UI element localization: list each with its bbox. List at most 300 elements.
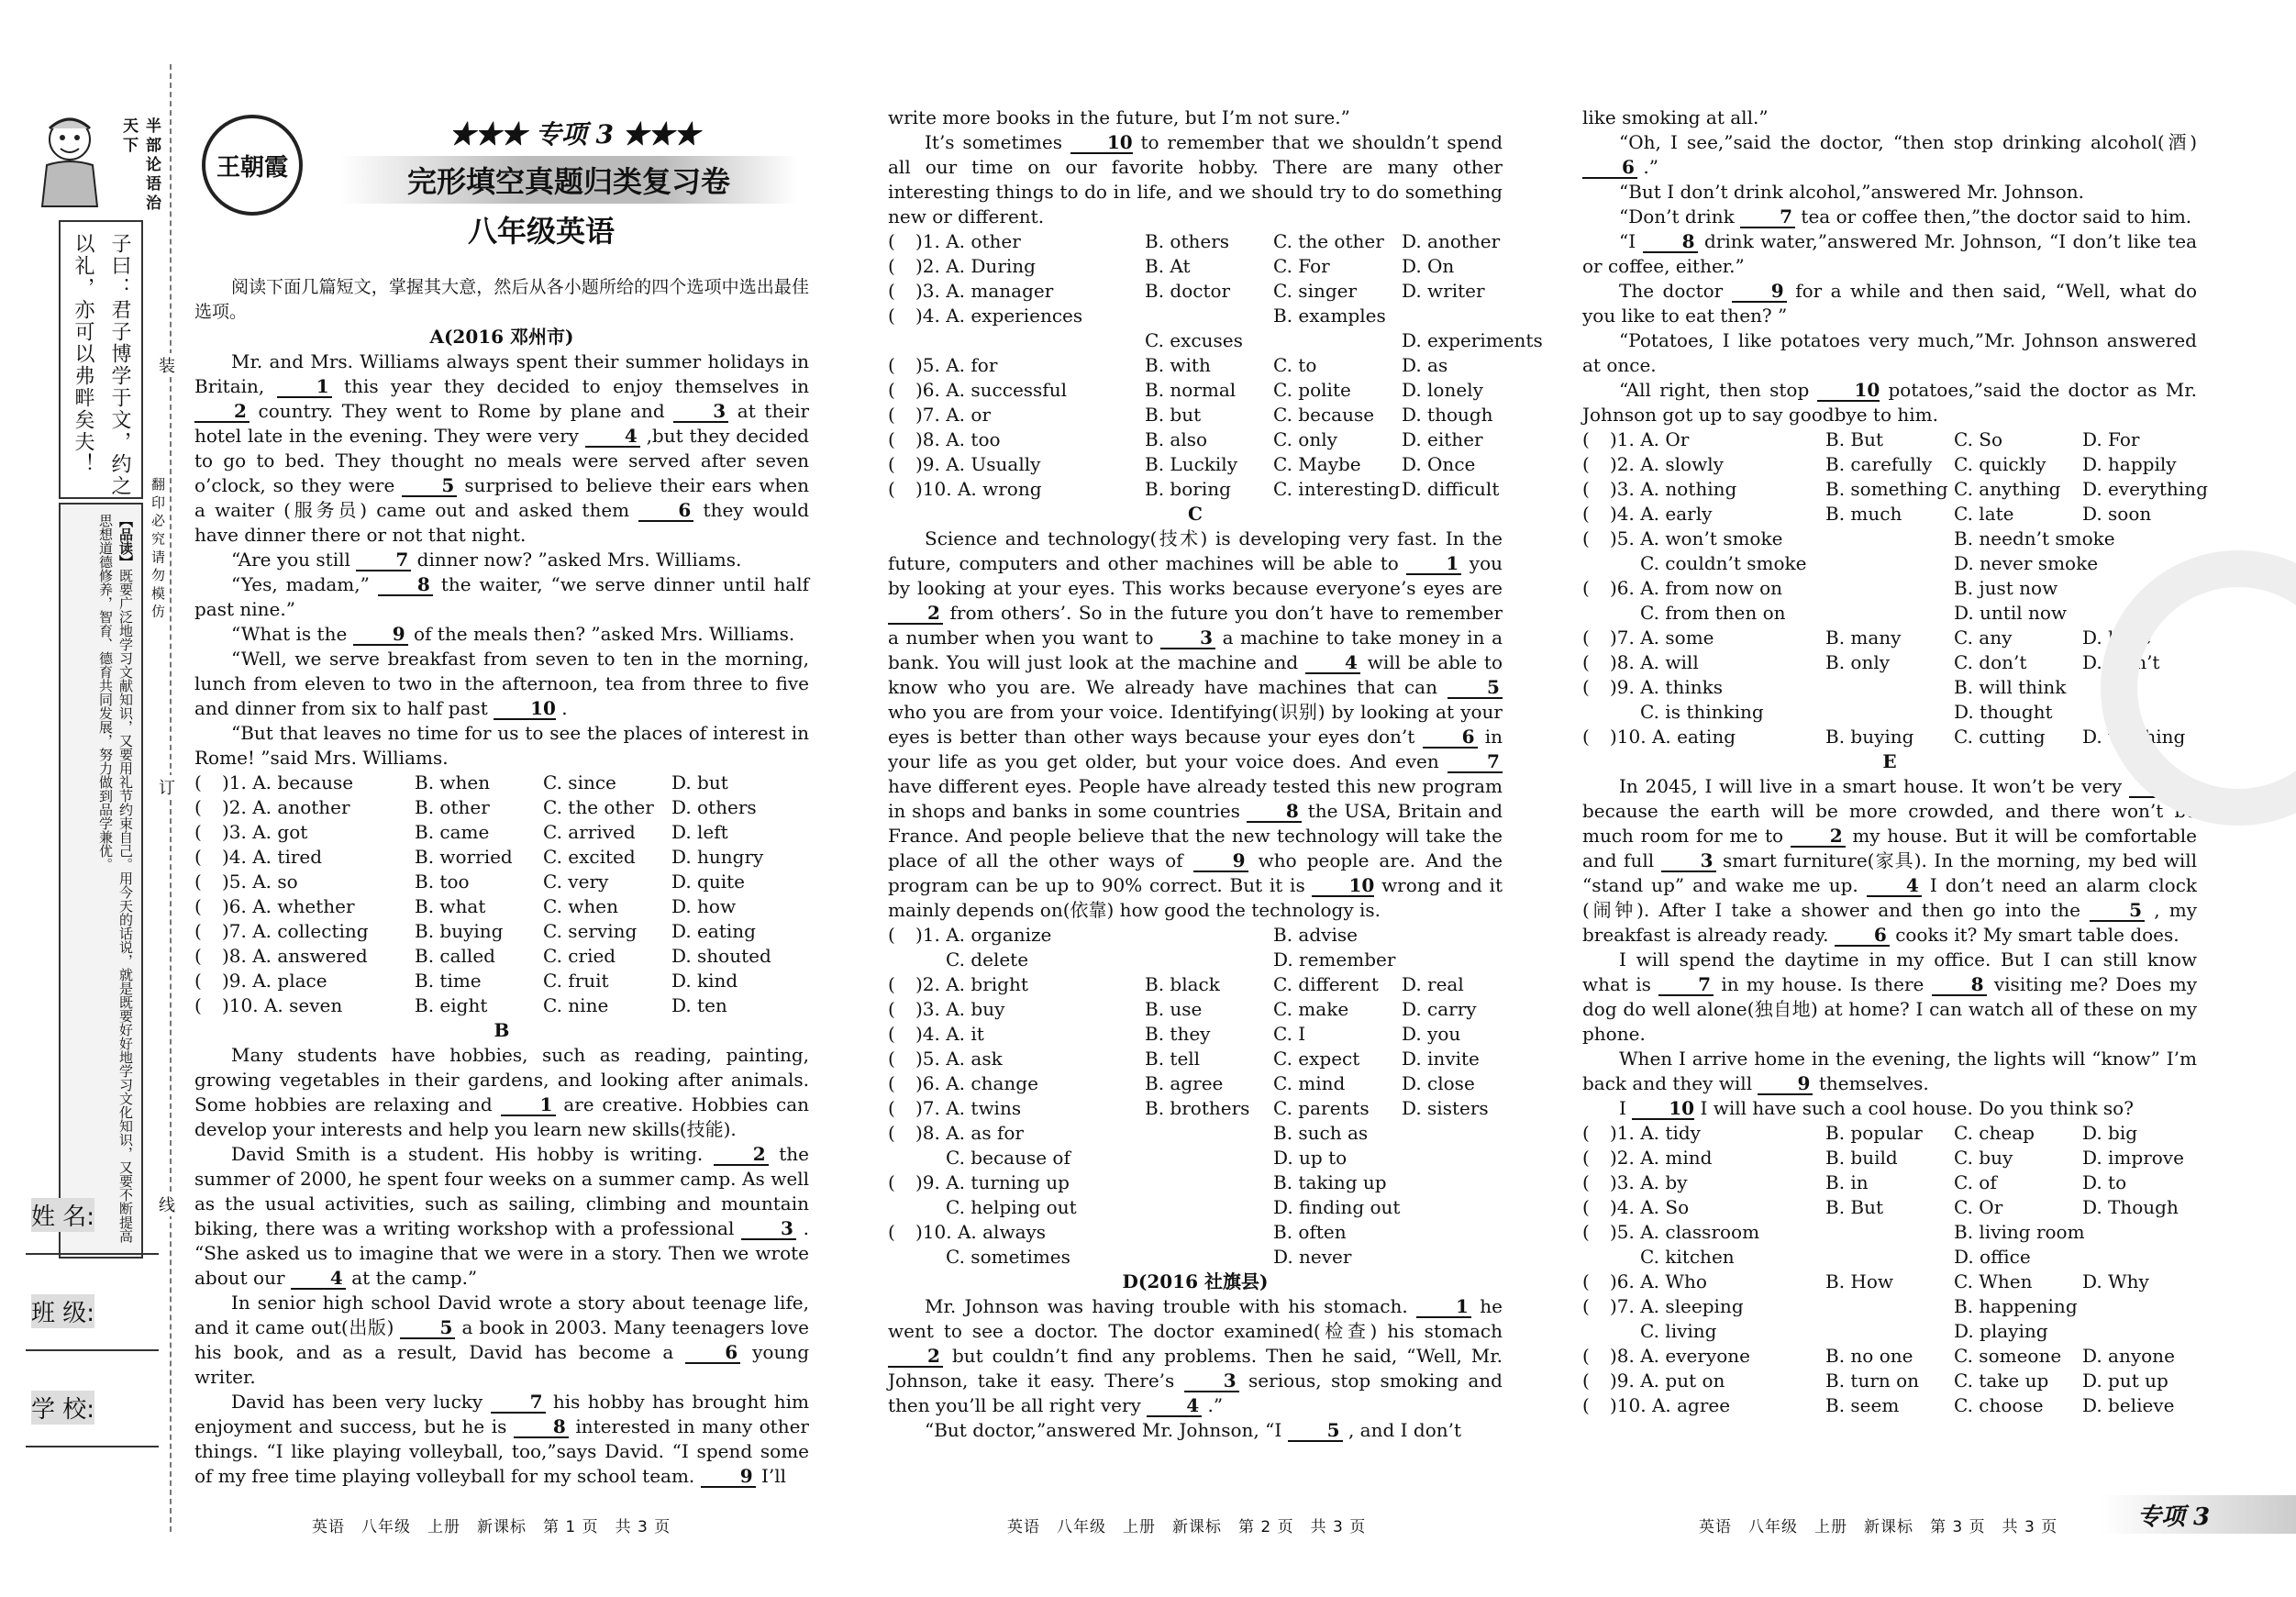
option-choice[interactable]: D. never smoke bbox=[1954, 552, 2099, 574]
option-choice[interactable]: )6. A. successful bbox=[915, 379, 1067, 401]
option-choice[interactable]: C. because bbox=[1273, 404, 1375, 426]
option-choice[interactable]: B. they bbox=[1145, 1023, 1211, 1045]
option-row[interactable] bbox=[1582, 527, 2197, 551]
option-choice[interactable]: C. singer bbox=[1273, 280, 1358, 302]
option-choice[interactable]: C. buy bbox=[1954, 1147, 2013, 1169]
option-row[interactable] bbox=[888, 1047, 1503, 1071]
option-choice[interactable]: D. difficult bbox=[1402, 478, 1500, 500]
option-choice[interactable]: )5. A. won’t smoke bbox=[1610, 527, 1783, 549]
option-choice[interactable]: B. will think bbox=[1954, 676, 2067, 698]
option-row[interactable] bbox=[1582, 427, 2197, 452]
option-choice[interactable]: B. time bbox=[415, 970, 482, 992]
option-choice[interactable]: B. too bbox=[415, 871, 470, 893]
option-choice[interactable]: )8. A. answered bbox=[222, 945, 368, 967]
answer-blank[interactable]: 7 bbox=[1447, 751, 1503, 773]
option-choice[interactable]: )5. A. classroom bbox=[1610, 1221, 1760, 1243]
option-choice[interactable]: D. anyone bbox=[2082, 1345, 2175, 1367]
answer-blank[interactable]: 3 bbox=[741, 1218, 796, 1240]
option-choice[interactable]: D. never bbox=[1273, 1246, 1352, 1268]
option-choice[interactable]: )6. A. change bbox=[915, 1072, 1038, 1094]
answer-blank[interactable]: 6 bbox=[1423, 726, 1478, 749]
option-choice[interactable]: )2. A. bright bbox=[915, 973, 1028, 995]
option-choice[interactable]: D. put up bbox=[2082, 1370, 2168, 1392]
option-row[interactable] bbox=[888, 948, 1503, 972]
option-choice[interactable]: D. until now bbox=[1954, 602, 2068, 624]
answer-blank[interactable]: 3 bbox=[673, 401, 728, 423]
option-choice[interactable]: C. choose bbox=[1954, 1394, 2044, 1416]
answer-blank[interactable]: 2 bbox=[714, 1144, 769, 1166]
option-choice[interactable]: C. take up bbox=[1954, 1370, 2049, 1392]
answer-blank[interactable]: 1 bbox=[1406, 553, 1461, 575]
option-choice[interactable]: )8. A. will bbox=[1610, 651, 1699, 673]
option-choice[interactable]: C. nine bbox=[543, 994, 609, 1016]
answer-blank[interactable]: 4 bbox=[585, 426, 640, 448]
option-choice[interactable]: C. couldn’t smoke bbox=[1640, 552, 1807, 574]
option-choice[interactable]: D. On bbox=[1402, 255, 1455, 277]
option-choice[interactable]: C. mind bbox=[1273, 1072, 1346, 1094]
option-choice[interactable]: )1. A. organize bbox=[915, 924, 1052, 946]
answer-blank[interactable]: 5 bbox=[400, 1317, 455, 1339]
option-choice[interactable]: C. of bbox=[1954, 1171, 1997, 1193]
option-choice[interactable]: C. the other bbox=[1273, 230, 1384, 252]
option-row[interactable] bbox=[888, 1245, 1503, 1270]
option-row[interactable] bbox=[1582, 1195, 2197, 1220]
option-choice[interactable]: )8. A. as for bbox=[915, 1122, 1024, 1144]
option-choice[interactable]: C. kitchen bbox=[1640, 1246, 1735, 1268]
option-choice[interactable]: D. happily bbox=[2082, 453, 2177, 475]
option-row[interactable] bbox=[888, 1096, 1503, 1121]
option-choice[interactable]: C. excuses bbox=[1145, 329, 1243, 351]
answer-blank[interactable]: 7 bbox=[356, 549, 411, 571]
option-row[interactable] bbox=[194, 894, 809, 919]
answer-blank[interactable]: 6 bbox=[638, 500, 693, 522]
answer-blank[interactable]: 6 bbox=[685, 1342, 740, 1364]
option-choice[interactable]: D. writer bbox=[1402, 280, 1485, 302]
option-choice[interactable]: D. close bbox=[1402, 1072, 1475, 1094]
option-choice[interactable]: B. worried bbox=[415, 846, 513, 868]
option-row[interactable] bbox=[888, 328, 1543, 353]
option-choice[interactable]: B. But bbox=[1825, 428, 1884, 450]
answer-blank[interactable]: 2 bbox=[888, 1346, 943, 1368]
option-choice[interactable]: )1. A. Or bbox=[1610, 428, 1690, 450]
option-choice[interactable]: )1. A. other bbox=[915, 230, 1021, 252]
option-row[interactable] bbox=[1582, 551, 2197, 576]
option-choice[interactable]: )10. A. seven bbox=[222, 994, 343, 1016]
option-choice[interactable]: C. living bbox=[1640, 1320, 1717, 1342]
option-row[interactable] bbox=[1582, 1369, 2197, 1393]
option-choice[interactable]: )3. A. by bbox=[1610, 1171, 1688, 1193]
option-row[interactable] bbox=[888, 1195, 1503, 1220]
option-choice[interactable]: B. At bbox=[1145, 255, 1191, 277]
option-choice[interactable]: C. make bbox=[1273, 998, 1349, 1020]
option-choice[interactable]: )6. A. from now on bbox=[1610, 577, 1783, 599]
option-choice[interactable]: )8. A. too bbox=[915, 428, 1001, 450]
option-row[interactable] bbox=[888, 452, 1503, 477]
option-choice[interactable]: )10. A. wrong bbox=[915, 478, 1042, 500]
answer-blank[interactable]: 4 bbox=[1867, 875, 1922, 897]
option-choice[interactable]: D. quite bbox=[671, 871, 745, 893]
option-choice[interactable]: C. very bbox=[543, 871, 609, 893]
option-choice[interactable]: C. expect bbox=[1273, 1048, 1360, 1070]
option-choice[interactable]: B. build bbox=[1825, 1147, 1898, 1169]
answer-blank[interactable]: 5 bbox=[1288, 1420, 1343, 1442]
option-choice[interactable]: B. happening bbox=[1954, 1295, 2078, 1317]
option-choice[interactable]: C. delete bbox=[946, 948, 1029, 970]
option-choice[interactable]: C. fruit bbox=[543, 970, 609, 992]
option-choice[interactable]: B. buying bbox=[415, 920, 504, 942]
option-choice[interactable]: B. popular bbox=[1825, 1122, 1923, 1144]
answer-blank[interactable]: 10 bbox=[1070, 132, 1133, 154]
option-choice[interactable]: B. How bbox=[1825, 1270, 1894, 1292]
option-choice[interactable]: )6. A. Who bbox=[1610, 1270, 1707, 1292]
option-choice[interactable]: C. cutting bbox=[1954, 726, 2046, 748]
option-row[interactable] bbox=[888, 1170, 1503, 1195]
option-choice[interactable]: B. but bbox=[1145, 404, 1202, 426]
option-row[interactable] bbox=[194, 969, 809, 993]
option-row[interactable] bbox=[888, 254, 1503, 279]
option-choice[interactable]: D. little bbox=[2082, 627, 2152, 649]
option-choice[interactable]: B. came bbox=[415, 821, 490, 843]
option-choice[interactable]: C. don’t bbox=[1954, 651, 2027, 673]
option-row[interactable] bbox=[888, 403, 1503, 427]
option-row[interactable] bbox=[1582, 626, 2197, 650]
option-row[interactable] bbox=[194, 944, 809, 969]
answer-blank[interactable]: 10 bbox=[1632, 1098, 1694, 1120]
option-choice[interactable]: B. normal bbox=[1145, 379, 1237, 401]
option-choice[interactable]: D. either bbox=[1402, 428, 1483, 450]
option-choice[interactable]: B. brothers bbox=[1145, 1097, 1250, 1119]
option-choice[interactable]: )9. A. thinks bbox=[1610, 676, 1723, 698]
option-choice[interactable]: D. up to bbox=[1273, 1147, 1348, 1169]
option-choice[interactable]: C. parents bbox=[1273, 1097, 1370, 1119]
option-choice[interactable]: C. interesting bbox=[1273, 478, 1401, 500]
option-choice[interactable]: C. since bbox=[543, 771, 616, 793]
option-choice[interactable]: D. big bbox=[2082, 1122, 2138, 1144]
option-choice[interactable]: )1. A. because bbox=[222, 771, 354, 793]
option-choice[interactable]: C. So bbox=[1954, 428, 2003, 450]
option-row[interactable] bbox=[194, 870, 809, 894]
option-choice[interactable] bbox=[1273, 328, 1402, 353]
option-row[interactable] bbox=[194, 845, 809, 870]
option-choice[interactable]: C. arrived bbox=[543, 821, 636, 843]
option-choice[interactable]: B. Luckily bbox=[1145, 453, 1237, 475]
answer-blank[interactable]: 8 bbox=[1247, 801, 1302, 823]
option-row[interactable] bbox=[1582, 601, 2197, 626]
option-choice[interactable]: )10. A. eating bbox=[1610, 726, 1736, 748]
option-choice[interactable]: D. Why bbox=[2082, 1270, 2149, 1292]
option-choice[interactable]: )7. A. sleeping bbox=[1610, 1295, 1744, 1317]
name-field[interactable] bbox=[26, 1192, 159, 1257]
option-choice[interactable]: C. When bbox=[1954, 1270, 2033, 1292]
class-field[interactable] bbox=[26, 1289, 159, 1353]
option-choice[interactable]: )4. A. experiences bbox=[915, 305, 1083, 327]
option-row[interactable] bbox=[888, 997, 1503, 1022]
option-choice[interactable] bbox=[1145, 304, 1273, 328]
option-row[interactable] bbox=[888, 1022, 1503, 1047]
option-choice[interactable]: )4. A. tired bbox=[222, 846, 323, 868]
option-choice[interactable]: )7. A. some bbox=[1610, 627, 1714, 649]
option-row[interactable] bbox=[1582, 1146, 2197, 1170]
option-choice[interactable]: )5. A. ask bbox=[915, 1048, 1003, 1070]
option-choice[interactable]: D. others bbox=[671, 796, 757, 818]
option-row[interactable] bbox=[1582, 477, 2208, 502]
option-choice[interactable]: D. For bbox=[2082, 428, 2140, 450]
option-choice[interactable]: B. living room bbox=[1954, 1221, 2085, 1243]
option-choice[interactable]: B. examples bbox=[1273, 305, 1386, 327]
option-choice[interactable]: C. cheap bbox=[1954, 1122, 2035, 1144]
option-row[interactable] bbox=[888, 1121, 1503, 1146]
option-choice[interactable]: C. only bbox=[1273, 428, 1337, 450]
answer-blank[interactable]: 8 bbox=[1932, 974, 1987, 996]
option-choice[interactable]: C. helping out bbox=[946, 1196, 1077, 1218]
option-row[interactable] bbox=[888, 229, 1503, 254]
option-choice[interactable]: )10. A. always bbox=[915, 1221, 1047, 1243]
option-row[interactable] bbox=[888, 923, 1503, 948]
option-choice[interactable]: C. when bbox=[543, 895, 619, 917]
option-choice[interactable] bbox=[915, 328, 1145, 353]
option-choice[interactable]: D. everything bbox=[2082, 478, 2208, 500]
option-row[interactable] bbox=[194, 771, 809, 795]
option-choice[interactable]: D. real bbox=[1402, 973, 1464, 995]
option-choice[interactable]: D. hungry bbox=[671, 846, 764, 868]
option-choice[interactable]: D. kind bbox=[671, 970, 738, 992]
option-choice[interactable] bbox=[1402, 304, 1503, 328]
option-choice[interactable]: B. many bbox=[1825, 627, 1902, 649]
option-choice[interactable]: )2. A. During bbox=[915, 255, 1036, 277]
option-row[interactable] bbox=[194, 820, 809, 845]
option-choice[interactable]: D. Once bbox=[1402, 453, 1476, 475]
answer-blank[interactable]: 7 bbox=[1740, 206, 1795, 228]
option-choice[interactable]: D. believe bbox=[2082, 1394, 2175, 1416]
answer-blank[interactable]: 2 bbox=[1791, 826, 1846, 848]
option-choice[interactable]: C. to bbox=[1273, 354, 1317, 376]
option-choice[interactable]: )10. A. agree bbox=[1610, 1394, 1731, 1416]
option-choice[interactable]: B. also bbox=[1145, 428, 1208, 450]
option-choice[interactable]: B. such as bbox=[1273, 1122, 1369, 1144]
answer-blank[interactable]: 6 bbox=[1582, 157, 1637, 179]
option-choice[interactable]: B. doctor bbox=[1145, 280, 1231, 302]
option-choice[interactable]: D. experiments bbox=[1402, 329, 1543, 351]
answer-blank[interactable]: 10 bbox=[1817, 380, 1880, 402]
option-choice[interactable]: )4. A. it bbox=[915, 1023, 984, 1045]
option-choice[interactable]: D. remember bbox=[1273, 948, 1396, 970]
answer-blank[interactable]: 1 bbox=[277, 376, 332, 398]
option-row[interactable] bbox=[194, 993, 809, 1018]
option-choice[interactable]: D. Though bbox=[2082, 1196, 2179, 1218]
option-choice[interactable]: )5. A. so bbox=[222, 871, 298, 893]
option-choice[interactable]: )7. A. or bbox=[915, 404, 992, 426]
option-row[interactable] bbox=[194, 795, 809, 820]
answer-blank[interactable]: 9 bbox=[1193, 850, 1248, 872]
option-choice[interactable]: B. advise bbox=[1273, 924, 1358, 946]
option-choice[interactable]: C. the other bbox=[543, 796, 654, 818]
answer-blank[interactable]: 2 bbox=[888, 603, 943, 625]
option-row[interactable] bbox=[888, 1071, 1503, 1096]
option-choice[interactable]: B. called bbox=[415, 945, 495, 967]
option-choice[interactable]: C. I bbox=[1273, 1023, 1306, 1045]
option-row[interactable] bbox=[1582, 1121, 2197, 1146]
option-row[interactable] bbox=[888, 378, 1503, 403]
option-choice[interactable]: )3. A. nothing bbox=[1610, 478, 1737, 500]
answer-blank[interactable]: 9 bbox=[1732, 281, 1787, 303]
option-choice[interactable]: D. thought bbox=[1954, 701, 2053, 723]
answer-blank[interactable]: 8 bbox=[378, 574, 433, 596]
option-choice[interactable]: D. though bbox=[1402, 404, 1493, 426]
option-choice[interactable]: C. is thinking bbox=[1640, 701, 1764, 723]
option-row[interactable] bbox=[1582, 1270, 2197, 1294]
option-choice[interactable]: B. no one bbox=[1825, 1345, 1913, 1367]
answer-blank[interactable]: 9 bbox=[701, 1466, 756, 1488]
option-choice[interactable]: C. Maybe bbox=[1273, 453, 1361, 475]
answer-blank[interactable]: 3 bbox=[1184, 1370, 1239, 1392]
option-choice[interactable]: C. someone bbox=[1954, 1345, 2062, 1367]
option-choice[interactable]: C. serving bbox=[543, 920, 638, 942]
option-row[interactable] bbox=[1582, 1220, 2197, 1245]
option-choice[interactable]: C. Or bbox=[1954, 1196, 2003, 1218]
answer-blank[interactable]: 4 bbox=[1147, 1395, 1202, 1417]
option-choice[interactable]: )3. A. got bbox=[222, 821, 308, 843]
option-choice[interactable]: )3. A. manager bbox=[915, 280, 1054, 302]
answer-blank[interactable]: 7 bbox=[1658, 974, 1714, 996]
answer-blank[interactable]: 4 bbox=[291, 1268, 346, 1290]
option-choice[interactable]: B. what bbox=[415, 895, 486, 917]
option-row[interactable] bbox=[1582, 1344, 2197, 1369]
answer-blank[interactable]: 8 bbox=[514, 1416, 569, 1438]
option-choice[interactable]: B. other bbox=[415, 796, 490, 818]
option-choice[interactable]: D. lonely bbox=[1402, 379, 1483, 401]
option-row[interactable] bbox=[1582, 452, 2197, 477]
option-row[interactable] bbox=[1582, 502, 2197, 527]
option-choice[interactable]: )6. A. whether bbox=[222, 895, 355, 917]
option-choice[interactable]: D. eating bbox=[671, 920, 756, 942]
option-choice[interactable]: C. late bbox=[1954, 503, 2014, 525]
option-choice[interactable]: C. For bbox=[1273, 255, 1330, 277]
option-row[interactable] bbox=[1582, 576, 2197, 601]
answer-blank[interactable]: 6 bbox=[1835, 925, 1890, 947]
option-choice[interactable]: B. turn on bbox=[1825, 1370, 1920, 1392]
option-choice[interactable]: )1. A. tidy bbox=[1610, 1122, 1701, 1144]
option-choice[interactable]: )2. A. mind bbox=[1610, 1147, 1713, 1169]
option-choice[interactable]: )4. A. early bbox=[1610, 503, 1713, 525]
option-choice[interactable]: )8. A. everyone bbox=[1610, 1345, 1750, 1367]
option-choice[interactable]: D. finding out bbox=[1273, 1196, 1401, 1218]
option-choice[interactable]: )5. A. for bbox=[915, 354, 998, 376]
option-choice[interactable]: D. playing bbox=[1954, 1320, 2048, 1342]
option-choice[interactable]: B. just now bbox=[1954, 577, 2058, 599]
option-choice[interactable]: D. sisters bbox=[1402, 1097, 1489, 1119]
option-choice[interactable]: C. any bbox=[1954, 627, 2013, 649]
option-choice[interactable]: D. office bbox=[1954, 1246, 2031, 1268]
option-choice[interactable]: B. tell bbox=[1145, 1048, 1201, 1070]
option-choice[interactable]: B. something bbox=[1825, 478, 1948, 500]
option-choice[interactable]: B. in bbox=[1825, 1171, 1869, 1193]
option-choice[interactable]: D. another bbox=[1402, 230, 1501, 252]
answer-blank[interactable]: 1 bbox=[2129, 776, 2184, 798]
answer-blank[interactable]: 9 bbox=[1758, 1073, 1813, 1095]
answer-blank[interactable]: 8 bbox=[1643, 231, 1698, 253]
option-choice[interactable]: B. carefully bbox=[1825, 453, 1933, 475]
answer-blank[interactable]: 7 bbox=[491, 1392, 546, 1414]
option-choice[interactable]: )7. A. twins bbox=[915, 1097, 1022, 1119]
option-row[interactable] bbox=[1582, 1319, 2197, 1344]
option-choice[interactable]: )2. A. another bbox=[222, 796, 350, 818]
option-choice[interactable]: )7. A. collecting bbox=[222, 920, 369, 942]
option-choice[interactable]: )3. A. buy bbox=[915, 998, 1005, 1020]
option-choice[interactable]: B. black bbox=[1145, 973, 1220, 995]
option-choice[interactable]: B. use bbox=[1145, 998, 1203, 1020]
option-choice[interactable]: B. taking up bbox=[1273, 1171, 1387, 1193]
option-choice[interactable]: C. sometimes bbox=[946, 1246, 1070, 1268]
option-choice[interactable]: B. only bbox=[1825, 651, 1891, 673]
option-choice[interactable]: B. eight bbox=[415, 994, 488, 1016]
option-choice[interactable]: D. to bbox=[2082, 1171, 2127, 1193]
answer-blank[interactable]: 3 bbox=[1661, 850, 1716, 872]
option-choice[interactable]: )9. A. turning up bbox=[915, 1171, 1070, 1193]
answer-blank[interactable]: 2 bbox=[194, 401, 250, 423]
option-choice[interactable]: B. much bbox=[1825, 503, 1902, 525]
option-choice[interactable]: )9. A. place bbox=[222, 970, 327, 992]
option-choice[interactable]: B. seem bbox=[1825, 1394, 1900, 1416]
answer-blank[interactable]: 5 bbox=[2090, 900, 2145, 922]
option-choice[interactable]: D. improve bbox=[2082, 1147, 2184, 1169]
option-choice[interactable]: D. carry bbox=[1402, 998, 1477, 1020]
option-choice[interactable]: D. soon bbox=[2082, 503, 2152, 525]
option-choice[interactable]: D. washing bbox=[2082, 726, 2186, 748]
option-choice[interactable]: )2. A. slowly bbox=[1610, 453, 1724, 475]
option-row[interactable] bbox=[1582, 1294, 2197, 1319]
option-row[interactable] bbox=[1582, 1393, 2197, 1418]
option-choice[interactable]: )9. A. put on bbox=[1610, 1370, 1725, 1392]
option-row[interactable] bbox=[1582, 1170, 2197, 1195]
option-row[interactable] bbox=[888, 427, 1503, 452]
option-choice[interactable]: C. anything bbox=[1954, 478, 2061, 500]
option-row[interactable] bbox=[194, 919, 809, 944]
option-choice[interactable]: C. from then on bbox=[1640, 602, 1786, 624]
option-choice[interactable]: B. agree bbox=[1145, 1072, 1224, 1094]
option-row[interactable] bbox=[1582, 725, 2197, 749]
option-choice[interactable]: D. invite bbox=[1402, 1048, 1480, 1070]
option-choice[interactable]: D. left bbox=[671, 821, 728, 843]
option-row[interactable] bbox=[888, 1146, 1503, 1170]
option-choice[interactable]: B. But bbox=[1825, 1196, 1884, 1218]
option-choice[interactable]: D. but bbox=[671, 771, 728, 793]
option-row[interactable] bbox=[888, 1220, 1503, 1245]
option-choice[interactable]: B. when bbox=[415, 771, 491, 793]
option-choice[interactable]: D. as bbox=[1402, 354, 1448, 376]
option-choice[interactable]: B. often bbox=[1273, 1221, 1347, 1243]
option-choice[interactable]: C. quickly bbox=[1954, 453, 2046, 475]
option-choice[interactable]: )9. A. Usually bbox=[915, 453, 1041, 475]
answer-blank[interactable]: 5 bbox=[402, 475, 457, 497]
option-row[interactable] bbox=[888, 477, 1503, 502]
option-choice[interactable]: B. needn’t smoke bbox=[1954, 527, 2115, 549]
answer-blank[interactable]: 10 bbox=[1312, 875, 1374, 897]
option-choice[interactable]: D. you bbox=[1402, 1023, 1461, 1045]
option-choice[interactable]: D. won’t bbox=[2082, 651, 2160, 673]
answer-blank[interactable]: 1 bbox=[1416, 1296, 1471, 1318]
option-row[interactable] bbox=[888, 353, 1503, 378]
option-choice[interactable]: D. shouted bbox=[671, 945, 771, 967]
option-choice[interactable]: C. different bbox=[1273, 973, 1379, 995]
option-choice[interactable]: D. how bbox=[671, 895, 737, 917]
option-row[interactable] bbox=[888, 304, 1503, 328]
option-row[interactable] bbox=[888, 279, 1503, 304]
answer-blank[interactable]: 1 bbox=[501, 1094, 556, 1116]
option-row[interactable] bbox=[1582, 1245, 2197, 1270]
answer-blank[interactable]: 9 bbox=[353, 624, 408, 646]
option-choice[interactable]: B. others bbox=[1145, 230, 1230, 252]
option-choice[interactable]: B. boring bbox=[1145, 478, 1231, 500]
